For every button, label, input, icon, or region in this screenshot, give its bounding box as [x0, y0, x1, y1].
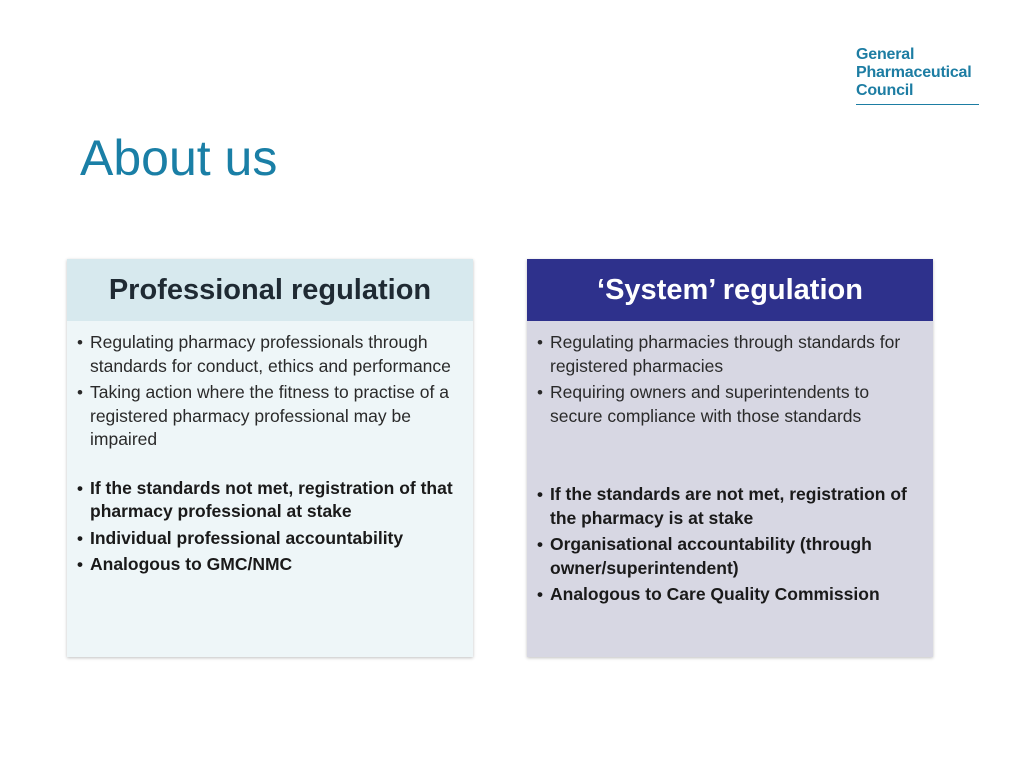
list-item-text: Taking action where the fitness to practise of a registered pharmacy professional may be impaired — [90, 382, 449, 449]
bullet-icon: • — [77, 383, 83, 402]
bullet-icon: • — [77, 478, 83, 498]
list-item — [77, 553, 461, 577]
bullet-icon: • — [537, 333, 543, 352]
list-item — [537, 583, 921, 607]
spacer — [77, 455, 461, 477]
logo-line-1: General — [856, 46, 915, 63]
system-regulation-heading: ‘System’ regulation — [527, 259, 933, 321]
list-item-text: Analogous to Care Quality Commission — [550, 584, 880, 604]
professional-regulation-list — [77, 331, 461, 452]
system-regulation-key-points — [537, 483, 921, 607]
list-item — [77, 527, 461, 551]
list-item-text: Regulating pharmacy professionals through standards for conduct, ethics and performance — [90, 332, 451, 376]
professional-regulation-body — [67, 321, 473, 577]
bullet-icon: • — [537, 383, 543, 402]
professional-regulation-key-points — [77, 477, 461, 577]
bullet-icon: • — [537, 535, 543, 554]
list-item — [537, 381, 921, 428]
logo-line-2: Pharmaceutical — [856, 64, 972, 81]
system-regulation-panel — [527, 259, 933, 657]
list-item-text: Regulating pharmacies through standards for registered pharmacies — [550, 332, 901, 376]
gphc-logo — [856, 46, 979, 105]
bullet-icon: • — [77, 528, 83, 548]
list-item — [77, 477, 461, 524]
spacer — [537, 431, 921, 483]
bullet-icon: • — [77, 555, 83, 574]
list-item-text: Requiring owners and superintendents to secure compliance with those standards — [550, 382, 870, 426]
bullet-icon: • — [77, 333, 83, 352]
list-item — [77, 331, 461, 378]
system-regulation-body — [527, 321, 933, 607]
bullet-icon: • — [537, 585, 543, 604]
page-title: About us — [80, 130, 278, 186]
list-item — [537, 533, 921, 580]
list-item-text: Analogous to GMC/NMC — [90, 554, 293, 574]
list-item-text: Individual professional accountability — [90, 527, 404, 548]
bullet-icon: • — [537, 485, 543, 504]
professional-regulation-heading: Professional regulation — [67, 259, 473, 321]
professional-regulation-panel — [67, 259, 473, 657]
list-item — [77, 381, 461, 452]
list-item-text: Organisational accountability (through owner/superintendent) — [550, 534, 872, 578]
list-item — [537, 331, 921, 378]
list-item-text: If the standards are not met, registration of the pharmacy is at stake — [550, 484, 907, 528]
logo-line-3: Council — [856, 82, 914, 99]
list-item-text: If the standards not met, registration of that pharmacy professional at stake — [90, 477, 453, 521]
system-regulation-list — [537, 331, 921, 428]
list-item — [537, 483, 921, 530]
